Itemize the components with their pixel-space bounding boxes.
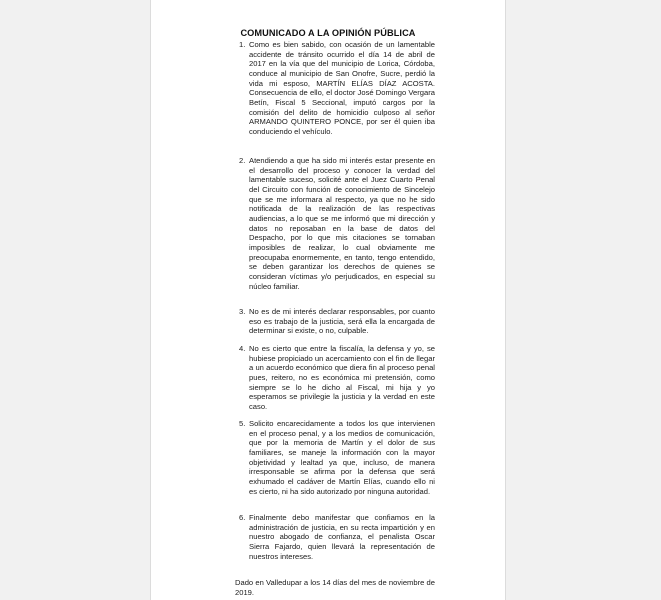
item-number: 1. <box>239 40 246 49</box>
document-title: COMUNICADO A LA OPINIÓN PÚBLICA <box>240 28 416 38</box>
item-text: Atendiendo a que ha sido mi interés estar presente en el desarrollo del proceso y conocer la verdad del lamentable suceso, solicité ante el Juez Cuarto Penal del Circuito con función de conocimiento de Sincelejo que se me informara al respecto, ya que no he sido notificada de la realización de las respectivas audiencias, a lo que se me informó que mi dirección y datos no reposaban en la base de datos del Despacho, por lo que mis citaciones se tornaban imposibles de realizar, lo cual obviamente me preocupaba enormemente, en tanto, tengo entendido, se deben garantizar los derechos de quienes se consideran víctimas y/o perjudicados, en especial su núcleo familiar. <box>249 156 435 291</box>
document-page <box>151 0 505 600</box>
item-text: Solicito encarecidamente a todos los que intervienen en el proceso penal, y a los medios de comunicación, que por la memoria de Martín y el dolor de sus familiares, se maneje la información con la mayor objetividad y lealtad ya que, incluso, de manera irresponsable se afirma por la defensa que será exhumado el cadáver de Martín Elías, cuando ello ni es cierto, ni ha sido autorizado por ninguna autoridad. <box>249 419 435 496</box>
item-text: Como es bien sabido, con ocasión de un lamentable accidente de tránsito ocurrido el día 14 de abril de 2017 en la vía que del municipio de Lorica, Córdoba, conduce al municipio de San Onofre, Sucre, perdió la vida mi esposo, MARTÍN ELÍAS DÍAZ ACOSTA. Consecuencia de ello, el doctor José Domingo Vergara Betín, Fiscal 5 Seccional, imputó cargos por la comisión del delito de homicidio culposo al señor ARMANDO QUINTERO PONCE, por ser él quien iba conduciendo el vehículo. <box>249 40 435 136</box>
item-number: 4. <box>239 344 246 353</box>
item-text: No es cierto que entre la fiscalía, la defensa y yo, se hubiese propiciado un acercamiento con el fin de llegar a un acuerdo económico que diera fin al proceso penal pues, reitero, no es económica mi pretensión, como siempre se lo he dicho al Fiscal, mi hija y yo esperamos se privilegie la justicia y la verdad en este caso. <box>249 344 435 411</box>
list-item <box>239 307 435 336</box>
list-item <box>239 40 435 137</box>
item-text: No es de mi interés declarar responsables, por cuanto eso es trabajo de la justicia, será ella la encargada de determinar si existe, o no, culpable. <box>249 307 435 336</box>
item-text: Finalmente debo manifestar que confiamos en la administración de justicia, en su recta impartición y en nuestro abogado de confianza, el penalista Oscar Sierra Fajardo, quien llevará la representación de nuestros intereses. <box>249 513 435 561</box>
list-item <box>239 513 435 561</box>
item-number: 5. <box>239 419 246 428</box>
list-item <box>239 419 435 496</box>
item-number: 3. <box>239 307 246 316</box>
list-item <box>239 156 435 291</box>
closing-line: Dado en Valledupar a los 14 días del mes de noviembre de 2019. <box>235 578 435 597</box>
item-number: 2. <box>239 156 246 165</box>
item-number: 6. <box>239 513 246 522</box>
list-item <box>239 344 435 412</box>
